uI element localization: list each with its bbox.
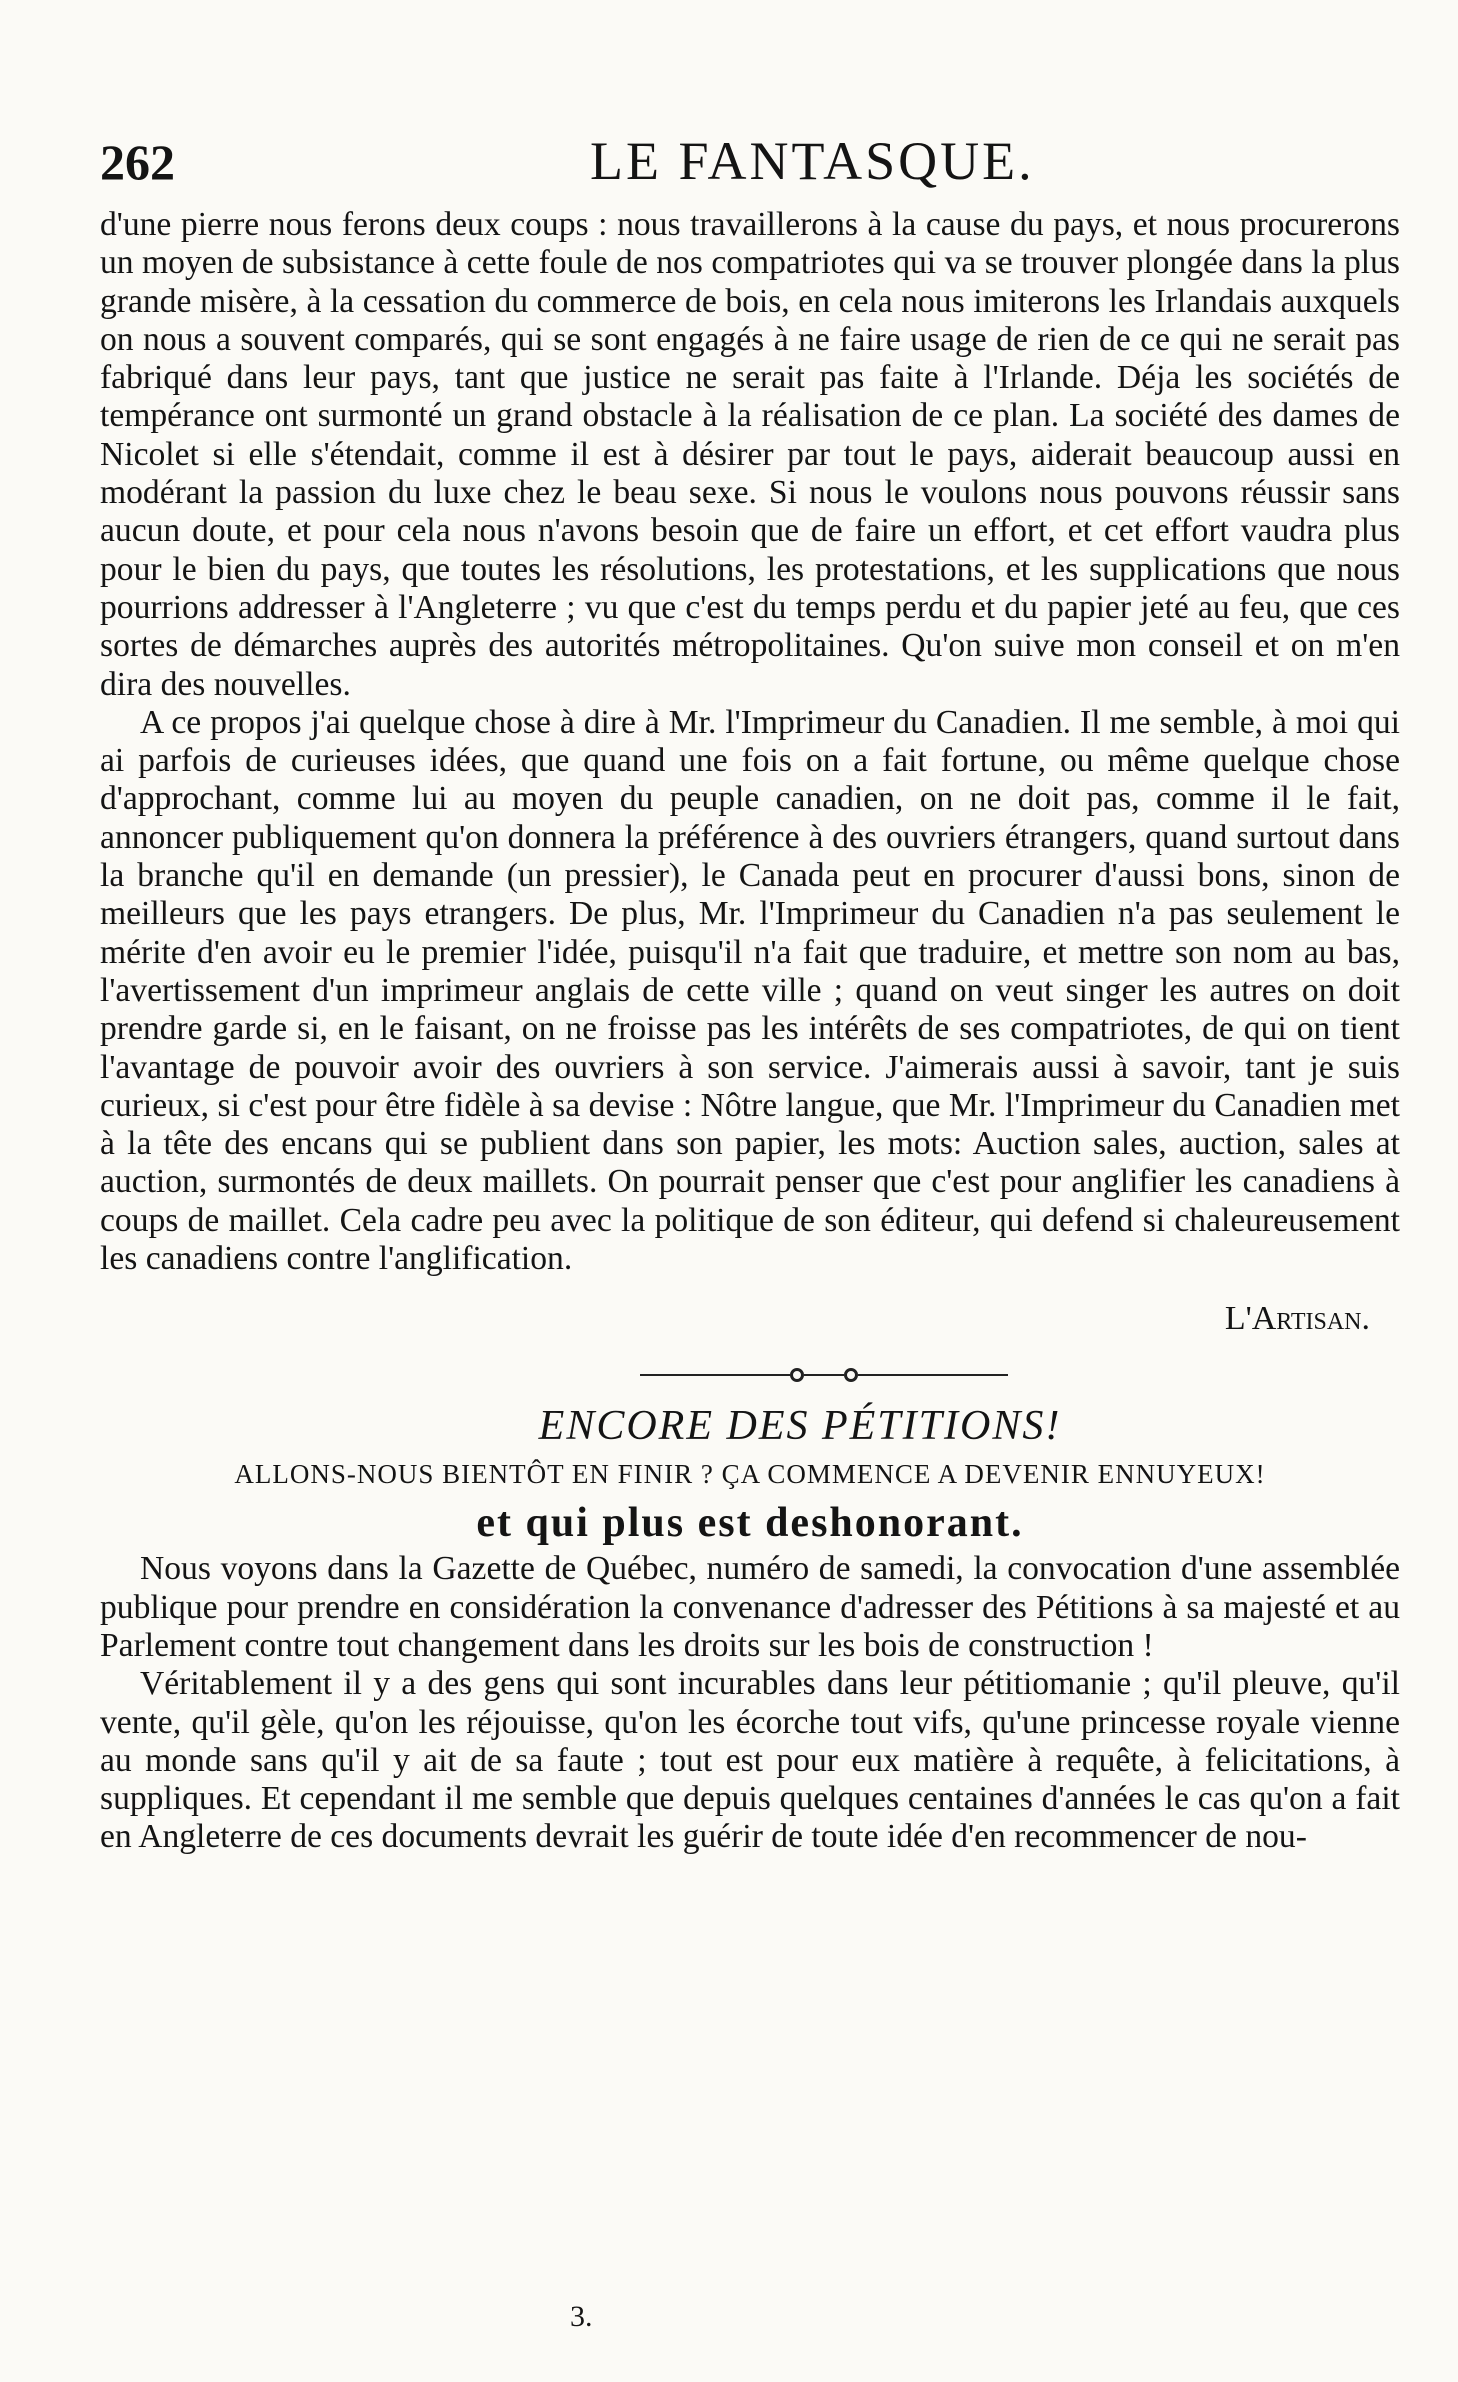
article-paragraph: Véritablement il y a des gens qui sont incurables dans leur pétitiomanie ; qu'il pleuve, qu'il vente, qu'il gèle, qu'on les réjouisse, qu'on les écorche tout vifs, qu'une princesse royale vienne au monde sans qu'il y ait de sa faute ; tout est pour eux matière à requête, à felicitations, à suppliques. Et cependant il me semble que depuis quelques centaines d'années le cas qu'on a fait en Angleterre de ces documents devrait les guérir de toute idée d'en recommencer de nou- xyxy=(100,1665,1400,1856)
running-head xyxy=(100,130,1418,206)
article-artisan xyxy=(100,206,1400,1350)
article-petitions xyxy=(100,1400,1400,1856)
divider-dot-icon xyxy=(790,1368,804,1382)
page-number: 262 xyxy=(100,134,175,190)
section-title: ENCORE DES PÉTITIONS! xyxy=(538,1403,1062,1450)
section-divider xyxy=(230,1350,1418,1400)
journal-title: LE FANTASQUE. xyxy=(590,131,1035,191)
article-paragraph: Nous voyons dans la Gazette de Québec, numéro de samedi, la convocation d'une assemblée publique pour prendre en considération la convenance d'adresser des Pétitions à sa majesté et au Parlement contre tout changement dans les droits sur les bois de construction ! xyxy=(100,1550,1400,1664)
signature-mark: 3. xyxy=(570,2300,593,2333)
section-subtitle-bold: et qui plus est deshonorant. xyxy=(476,1500,1024,1547)
divider-rule xyxy=(858,1374,1008,1376)
section-subtitle: ALLONS-NOUS BIENTÔT EN FINIR ? ÇA COMMENCE A DEVENIR ENNUYEUX! xyxy=(234,1459,1266,1490)
article-signature: L'Artisan. xyxy=(1224,1300,1370,1338)
divider-rule xyxy=(640,1374,790,1376)
divider-rule xyxy=(804,1374,844,1376)
divider-dot-icon xyxy=(844,1368,858,1382)
article-paragraph: A ce propos j'ai quelque chose à dire à Mr. l'Imprimeur du Canadien. Il me semble, à moi qui ai parfois de curieuses idées, que quand une fois on a fait fortune, ou même quelque chose d'approchant, comme lui au moyen du peuple canadien, on ne doit pas, comme il le fait, annoncer publiquement qu'on donnera la préférence à des ouvriers étrangers, quand surtout dans la branche qu'il en demande (un pressier), le Canada peut en procurer d'aussi bons, sinon de meilleurs que les pays etrangers. De plus, Mr. l'Imprimeur du Canadien n'a pas seulement le mérite d'en avoir eu le premier l'idée, puisqu'il n'a fait que traduire, et mettre son nom au bas, l'avertissement d'un imprimeur anglais de cette ville ; quand on veut singer les autres on doit prendre garde si, en le faisant, on ne froisse pas les intérêts de ses compatriotes, de qui on tient l'avantage de pouvoir avoir des ouvriers à son service. J'aimerais aussi à savoir, tant je suis curieux, si c'est pour être fidèle à sa devise : Nôtre langue, que Mr. l'Imprimeur du Canadien met à la tête des encans qui se publient dans son papier, les mots: Auction sales, auction, sales at auction, surmontés de deux maillets. On pourrait penser que c'est pour anglifier les canadiens à coups de maillet. Cela cadre peu avec la politique de son éditeur, qui defend si chaleureusement les canadiens contre l'anglification. xyxy=(100,703,1400,1278)
article-paragraph: d'une pierre nous ferons deux coups : nous travaillerons à la cause du pays, et nous procurerons un moyen de subsistance à cette foule de nos compatriotes qui va se trouver plongée dans la plus grande misère, à la cessation du commerce de bois, en cela nous imiterons les Irlandais auxquels on nous a souvent comparés, qui se sont engagés à ne faire usage de rien de ce qui ne serait pas fabriqué dans leur pays, tant que justice ne serait pas faite à l'Irlande. Déja les sociétés de tempérance ont surmonté un grand obstacle à la réalisation de ce plan. La société des dames de Nicolet si elle s'étendait, comme il est à désirer par tout le pays, aiderait beaucoup aussi en modérant la passion du luxe chez le beau sexe. Si nous le voulons nous pouvons réussir sans aucun doute, et pour cela nous n'avons besoin que de faire un effort, et cet effort vaudra plus pour le bien du pays, que toutes les résolutions, les protestations, et les supplications que nous pourrions addresser à l'Angleterre ; vu que c'est du temps perdu et du papier jeté au feu, que ces sortes de démarches auprès des autorités métropolitaines. Qu'on suive mon conseil et on m'en dira des nouvelles. xyxy=(100,206,1400,703)
